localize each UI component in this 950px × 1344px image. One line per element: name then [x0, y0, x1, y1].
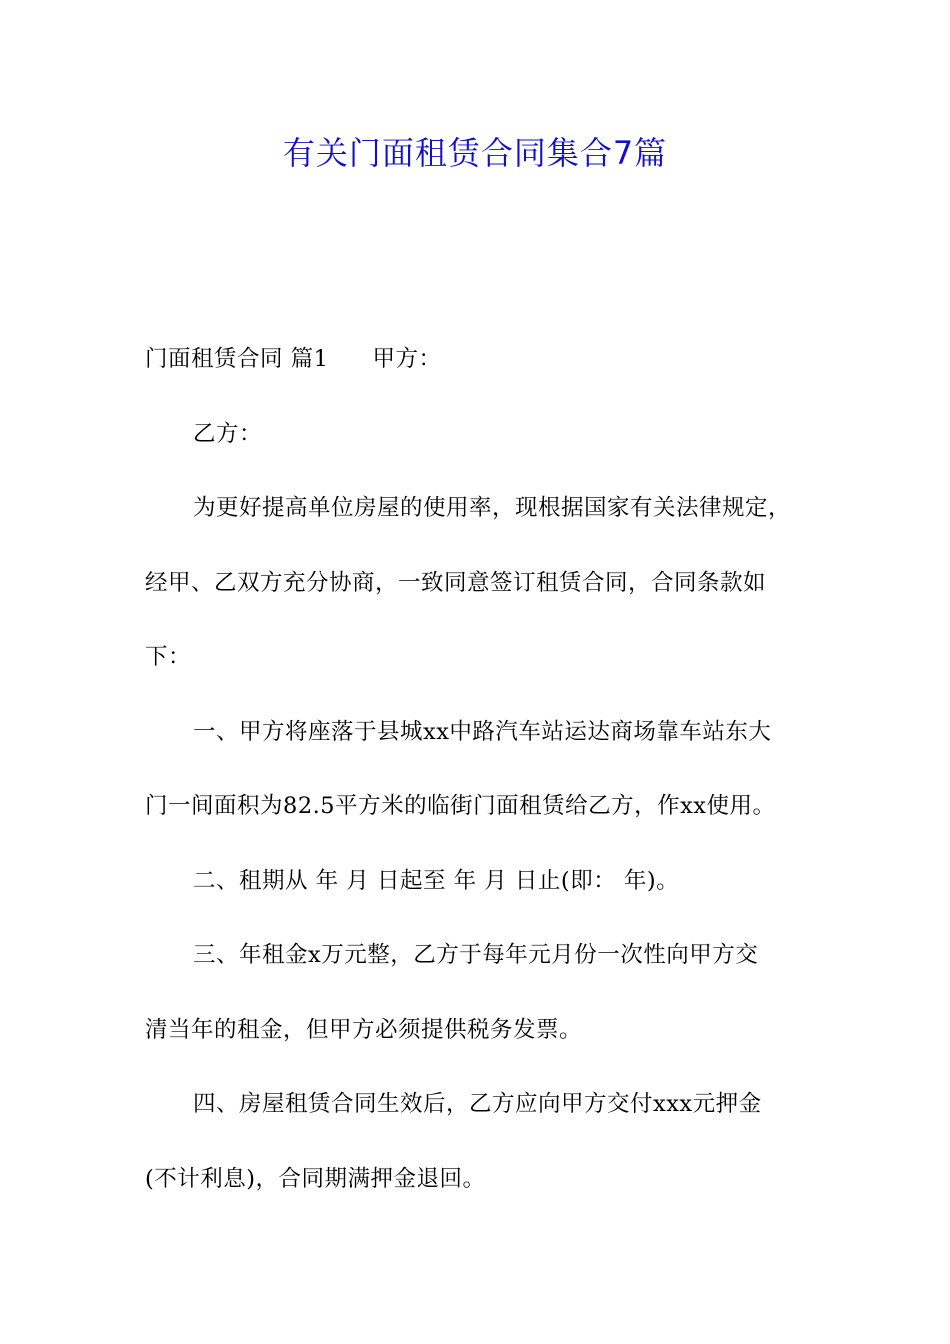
- section-header-line: [145, 322, 805, 397]
- paragraph-line: 一、甲方将座落于县城xx中路汽车站运达商场靠车站东大: [193, 718, 772, 745]
- party-b-label: 乙方：: [193, 420, 263, 447]
- document-title: 有关门面租赁合同集合7篇: [282, 134, 668, 172]
- party-a-label: 甲方：: [372, 346, 442, 372]
- paragraph-line: 门一间面积为82.5平方米的临街门面租赁给乙方，作xx使用。: [145, 793, 776, 819]
- paragraph-line: 下：: [145, 644, 192, 670]
- paragraph-line: 经甲、乙双方充分协商，一致同意签订租赁合同，合同条款如: [145, 569, 767, 596]
- section-label: 门面租赁合同 篇1: [145, 346, 329, 372]
- paragraph-line: 清当年的租金，但甲方必须提供税务发票。: [145, 1016, 583, 1043]
- paragraph-line: (不计利息)，合同期满押金退回。: [145, 1165, 486, 1192]
- document-body: [145, 322, 805, 1216]
- paragraph-line: 为更好提高单位房屋的使用率，现根据国家有关法律规定，: [193, 495, 792, 521]
- paragraph-line: 二、租期从 年 月 日起至 年 月 日止(即： 年)。: [193, 867, 680, 894]
- paragraph-line: 三、年租金x万元整，乙方于每年元月份一次性向甲方交: [193, 942, 759, 968]
- paragraph-line: 四、房屋租赁合同生效后，乙方应向甲方交付xxx元押金: [193, 1091, 762, 1117]
